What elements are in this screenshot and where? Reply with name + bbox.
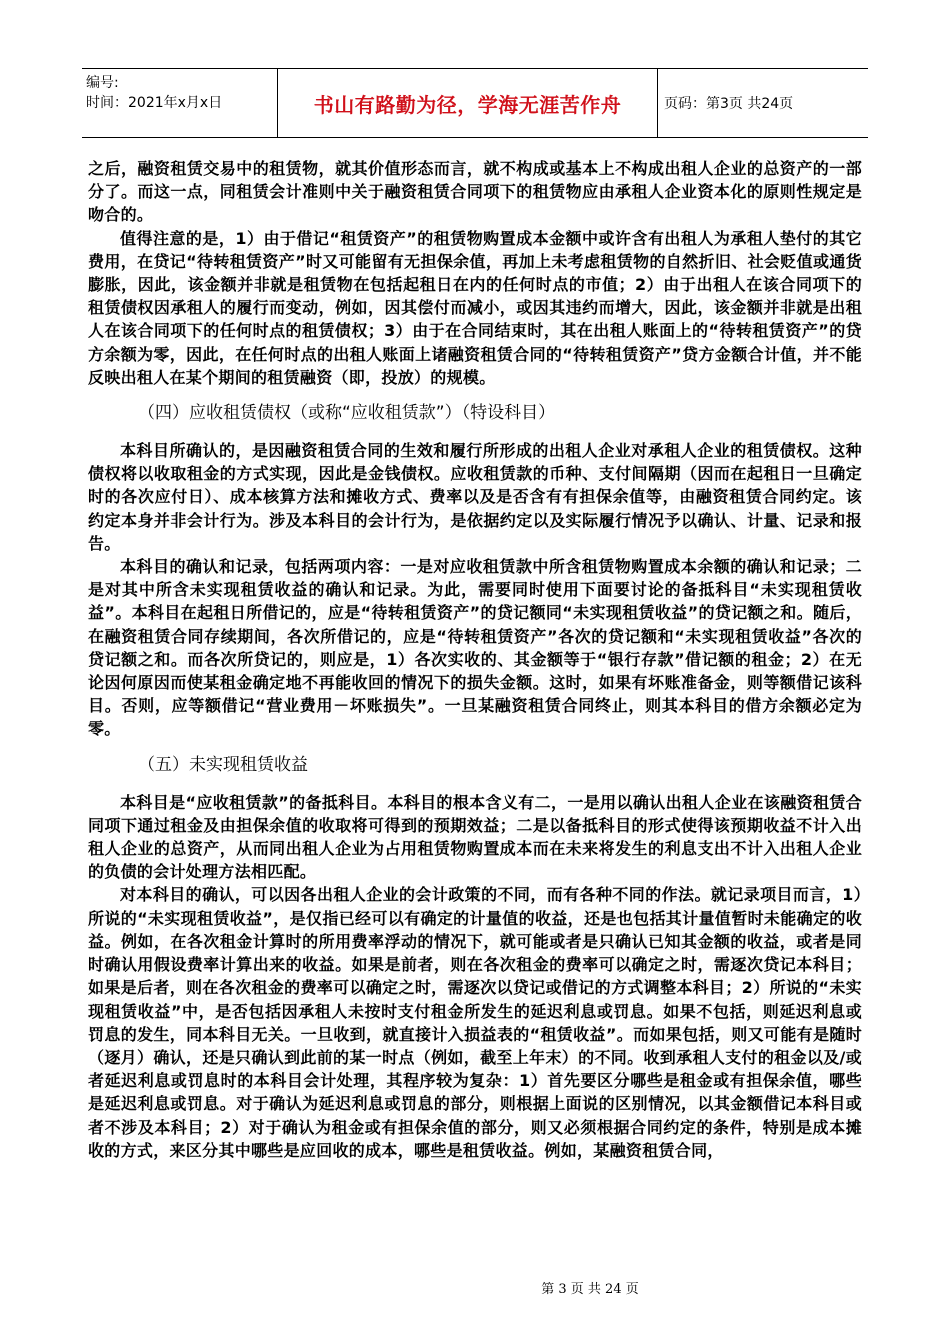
paragraph: 本科目所确认的，是因融资租赁合同的生效和履行所形成的出租人企业对承租人企业的租赁债权。这种债权将以收取租金的方式实现，因此是金钱债权。应收租赁款的币种、支付间隔期（因而在起租日一旦确定时的各次应付日）、成本核算方法和摊收方式、费率以及是否含有有担保余值等，由融资租赁合同约定。该约定本身并非会计行为。涉及本科目的会计行为，是依据约定以及实际履行情况予以确认、计量、记录和报告。 — [88, 441, 862, 553]
date-label: 时间：2021年x月x日 — [86, 95, 223, 111]
header-divider — [657, 69, 658, 137]
header-meta — [86, 73, 222, 113]
paragraph: 值得注意的是，1）由于借记“租赁资产”的租赁物购置成本金额中或许含有出租人为承租人垫付的其它费用，在贷记“待转租赁资产”时又可能留有无担保余值，再加上未考虑租赁物的自然折旧、社会贬值或通货膨胀，因此，该金额并非就是租赁物在包括起租日在内的任何时点的市值；2）由于出租人在该合同项下的租赁债权因承租人的履行而变动，例如，因其偿付而减小，或因其违约而增大，因此，该金额并非就是出租人在该合同项下的任何时点的租赁债权；3）由于在合同结束时，其在出租人账面上的“待转租赁资产”的贷方余额为零，因此，在任何时点的出租人账面上诸融资租赁合同的“待转租赁资产”贷方金额合计值，并不能反映出租人在某个期间的租赁融资（即，投放）的规模。 — [88, 228, 862, 387]
header-motto: 书山有路勤为径，学海无涯苦作舟 — [313, 92, 622, 117]
page-header — [82, 68, 868, 138]
paragraph: 本科目是“应收租赁款”的备抵科目。本科目的根本含义有二，一是用以确认出租人企业在该融资租赁合同项下通过租金及由担保余值的收取将可得到的预期效益；二是以备抵科目的形式使得该预期收益不计入出租人企业的总资产，从而同出租人企业为占用租赁物购置成本而在未来将发生的利息支出不计入出租人企业的负债的会计处理方法相匹配。 — [88, 792, 862, 882]
header-page-info: 页码：第3页 共24页 — [664, 96, 794, 112]
paragraph: 对本科目的确认，可以因各出租人企业的会计政策的不同，而有各种不同的作法。就记录项目而言，1）所说的“未实现租赁收益”，是仅指已经可以有确定的计量值的收益，还是也包括其计量值暂时未能确定的收益。例如，在各次租金计算时的所用费率浮动的情况下，就可能或者是只确认已知其金额的收益，或者是同时确认用假设费率计算出来的收益。如果是前者，则在各次租金的费率可以确定之时，需逐次贷记本科目；如果是后者，则在各次租金的费率可以确定之时，需逐次以贷记或借记的方式调整本科目；2）所说的“未实现租赁收益”中，是否包括因承租人未按时支付租金所发生的延迟利息或罚息。如果不包括，则延迟利息或罚息的发生，同本科目无关。一旦收到，就直接计入损益表的“租赁收益”。而如果包括，则又可能有是随时（逐月）确认，还是只确认到此前的某一时点（例如，截至上年末）的不同。收到承租人支付的租金以及/或者延迟利息或罚息时的本科目会计处理，其程序较为复杂：1）首先要区分哪些是租金或有担保余值，哪些是延迟利息或罚息。对于确认为延迟利息或罚息的部分，则根据上面说的区别情况，以其金额借记本科目或者不涉及本科目；2）对于确认为租金或有担保余值的部分，则又必须根据合同约定的条件，特别是成本摊收的方式，来区分其中哪些是应回收的成本，哪些是租赁收益。例如，某融资租赁合同， — [88, 885, 862, 1160]
section-heading: （五）未实现租赁收益 — [138, 754, 308, 775]
paragraph: 之后，融资租赁交易中的租赁物，就其价值形态而言，就不构成或基本上不构成出租人企业的总资产的一部分了。而这一点，同租赁会计准则中关于融资租赁合同项下的租赁物应由承租人企业资本化的原则性规定是吻合的。 — [88, 159, 862, 225]
page-footer: 第 3 页 共 24 页 — [541, 1282, 639, 1297]
doc-number-label: 编号: — [86, 75, 119, 91]
document-body — [88, 157, 862, 1162]
paragraph: 本科目的确认和记录，包括两项内容：一是对应收租赁款中所含租赁物购置成本余额的确认和记录；二是对其中所含未实现租赁收益的确认和记录。为此，需要同时使用下面要讨论的备抵科目“未实现租赁收益”。本科目在起租日所借记的，应是“待转租赁资产”的贷记额同“未实现租赁收益”的贷记额之和。随后，在融资租赁合同存续期间，各次所借记的，应是“待转租赁资产”各次的贷记额和“未实现租赁收益”各次的贷记额之和。而各次所贷记的，则应是，1）各次实收的、其金额等于“银行存款”借记额的租金；2）在无论因何原因而使某租金确定地不再能收回的情况下的损失金额。这时，如果有坏账准备金，则等额借记该科目。否则，应等额借记“营业费用－坏账损失”。一旦某融资租赁合同终止，则其本科目的借方余额必定为零。 — [88, 557, 862, 739]
section-heading: （四）应收租赁债权（或称“应收租赁款”）（特设科目） — [138, 403, 556, 424]
